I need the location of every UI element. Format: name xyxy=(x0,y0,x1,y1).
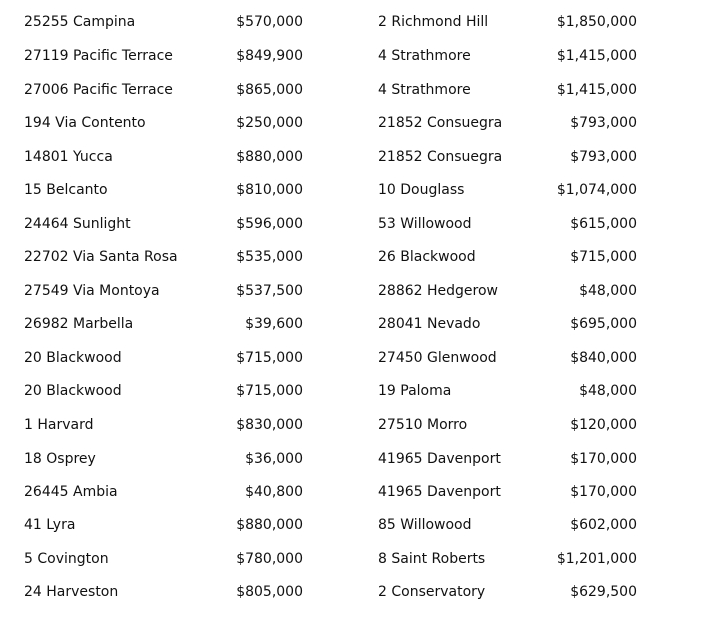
left-address: 27119 Pacific Terrace xyxy=(24,48,173,64)
left-price: $830,000 xyxy=(236,417,303,433)
right-address: 4 Strathmore xyxy=(378,82,471,98)
listing-row xyxy=(0,580,709,604)
left-address: 25255 Campina xyxy=(24,14,136,30)
listing-row xyxy=(0,480,709,504)
right-price: $1,074,000 xyxy=(556,182,637,198)
right-price: $840,000 xyxy=(570,350,637,366)
right-price: $170,000 xyxy=(570,451,637,467)
left-address: 18 Osprey xyxy=(24,451,96,467)
left-price: $715,000 xyxy=(236,383,303,399)
listing-row xyxy=(0,245,709,269)
listing-row xyxy=(0,111,709,135)
listing-row xyxy=(0,145,709,169)
right-address: 28041 Nevado xyxy=(378,316,481,332)
listing-row xyxy=(0,279,709,303)
left-address: 26445 Ambia xyxy=(24,484,118,500)
left-address: 26982 Marbella xyxy=(24,316,134,332)
left-address: 5 Covington xyxy=(24,551,109,567)
left-price: $715,000 xyxy=(236,350,303,366)
listing-row xyxy=(0,547,709,571)
left-address: 27006 Pacific Terrace xyxy=(24,82,173,98)
right-price: $1,850,000 xyxy=(556,14,637,30)
left-address: 27549 Via Montoya xyxy=(24,283,160,299)
left-price: $535,000 xyxy=(236,249,303,265)
left-price: $39,600 xyxy=(245,316,303,332)
right-price: $48,000 xyxy=(579,383,637,399)
right-address: 28862 Hedgerow xyxy=(378,283,498,299)
right-address: 41965 Davenport xyxy=(378,451,501,467)
listing-row xyxy=(0,346,709,370)
left-address: 14801 Yucca xyxy=(24,149,113,165)
left-price: $810,000 xyxy=(236,182,303,198)
left-address: 41 Lyra xyxy=(24,517,76,533)
listing-row xyxy=(0,10,709,34)
right-address: 21852 Consuegra xyxy=(378,115,503,131)
left-price: $805,000 xyxy=(236,584,303,600)
right-address: 41965 Davenport xyxy=(378,484,501,500)
right-price: $1,415,000 xyxy=(556,48,637,64)
right-price: $48,000 xyxy=(579,283,637,299)
listing-row xyxy=(0,379,709,403)
right-price: $793,000 xyxy=(570,149,637,165)
left-price: $250,000 xyxy=(236,115,303,131)
listing-row xyxy=(0,178,709,202)
right-price: $615,000 xyxy=(570,216,637,232)
listing-row xyxy=(0,78,709,102)
right-address: 85 Willowood xyxy=(378,517,472,533)
right-price: $629,500 xyxy=(570,584,637,600)
right-address: 19 Paloma xyxy=(378,383,452,399)
left-address: 20 Blackwood xyxy=(24,383,122,399)
left-address: 24 Harveston xyxy=(24,584,119,600)
left-address: 22702 Via Santa Rosa xyxy=(24,249,178,265)
listing-row xyxy=(0,44,709,68)
left-address: 1 Harvard xyxy=(24,417,94,433)
left-price: $596,000 xyxy=(236,216,303,232)
right-address: 21852 Consuegra xyxy=(378,149,503,165)
listing-row xyxy=(0,312,709,336)
left-address: 194 Via Contento xyxy=(24,115,146,131)
right-price: $715,000 xyxy=(570,249,637,265)
right-price: $793,000 xyxy=(570,115,637,131)
listing-row xyxy=(0,513,709,537)
right-address: 26 Blackwood xyxy=(378,249,476,265)
right-price: $120,000 xyxy=(570,417,637,433)
left-address: 15 Belcanto xyxy=(24,182,108,198)
left-price: $880,000 xyxy=(236,149,303,165)
left-price: $780,000 xyxy=(236,551,303,567)
listing-row xyxy=(0,212,709,236)
right-price: $1,201,000 xyxy=(556,551,637,567)
left-price: $865,000 xyxy=(236,82,303,98)
left-price: $849,900 xyxy=(236,48,303,64)
right-address: 53 Willowood xyxy=(378,216,472,232)
right-address: 10 Douglass xyxy=(378,182,465,198)
right-price: $695,000 xyxy=(570,316,637,332)
listing-row xyxy=(0,447,709,471)
right-address: 27510 Morro xyxy=(378,417,468,433)
right-address: 8 Saint Roberts xyxy=(378,551,486,567)
right-address: 2 Richmond Hill xyxy=(378,14,489,30)
right-address: 2 Conservatory xyxy=(378,584,486,600)
right-price: $170,000 xyxy=(570,484,637,500)
left-price: $880,000 xyxy=(236,517,303,533)
left-price: $570,000 xyxy=(236,14,303,30)
left-address: 24464 Sunlight xyxy=(24,216,131,232)
listing-row xyxy=(0,413,709,437)
right-price: $602,000 xyxy=(570,517,637,533)
left-address: 20 Blackwood xyxy=(24,350,122,366)
left-price: $537,500 xyxy=(236,283,303,299)
right-address: 4 Strathmore xyxy=(378,48,471,64)
left-price: $40,800 xyxy=(245,484,303,500)
right-price: $1,415,000 xyxy=(556,82,637,98)
left-price: $36,000 xyxy=(245,451,303,467)
right-address: 27450 Glenwood xyxy=(378,350,497,366)
